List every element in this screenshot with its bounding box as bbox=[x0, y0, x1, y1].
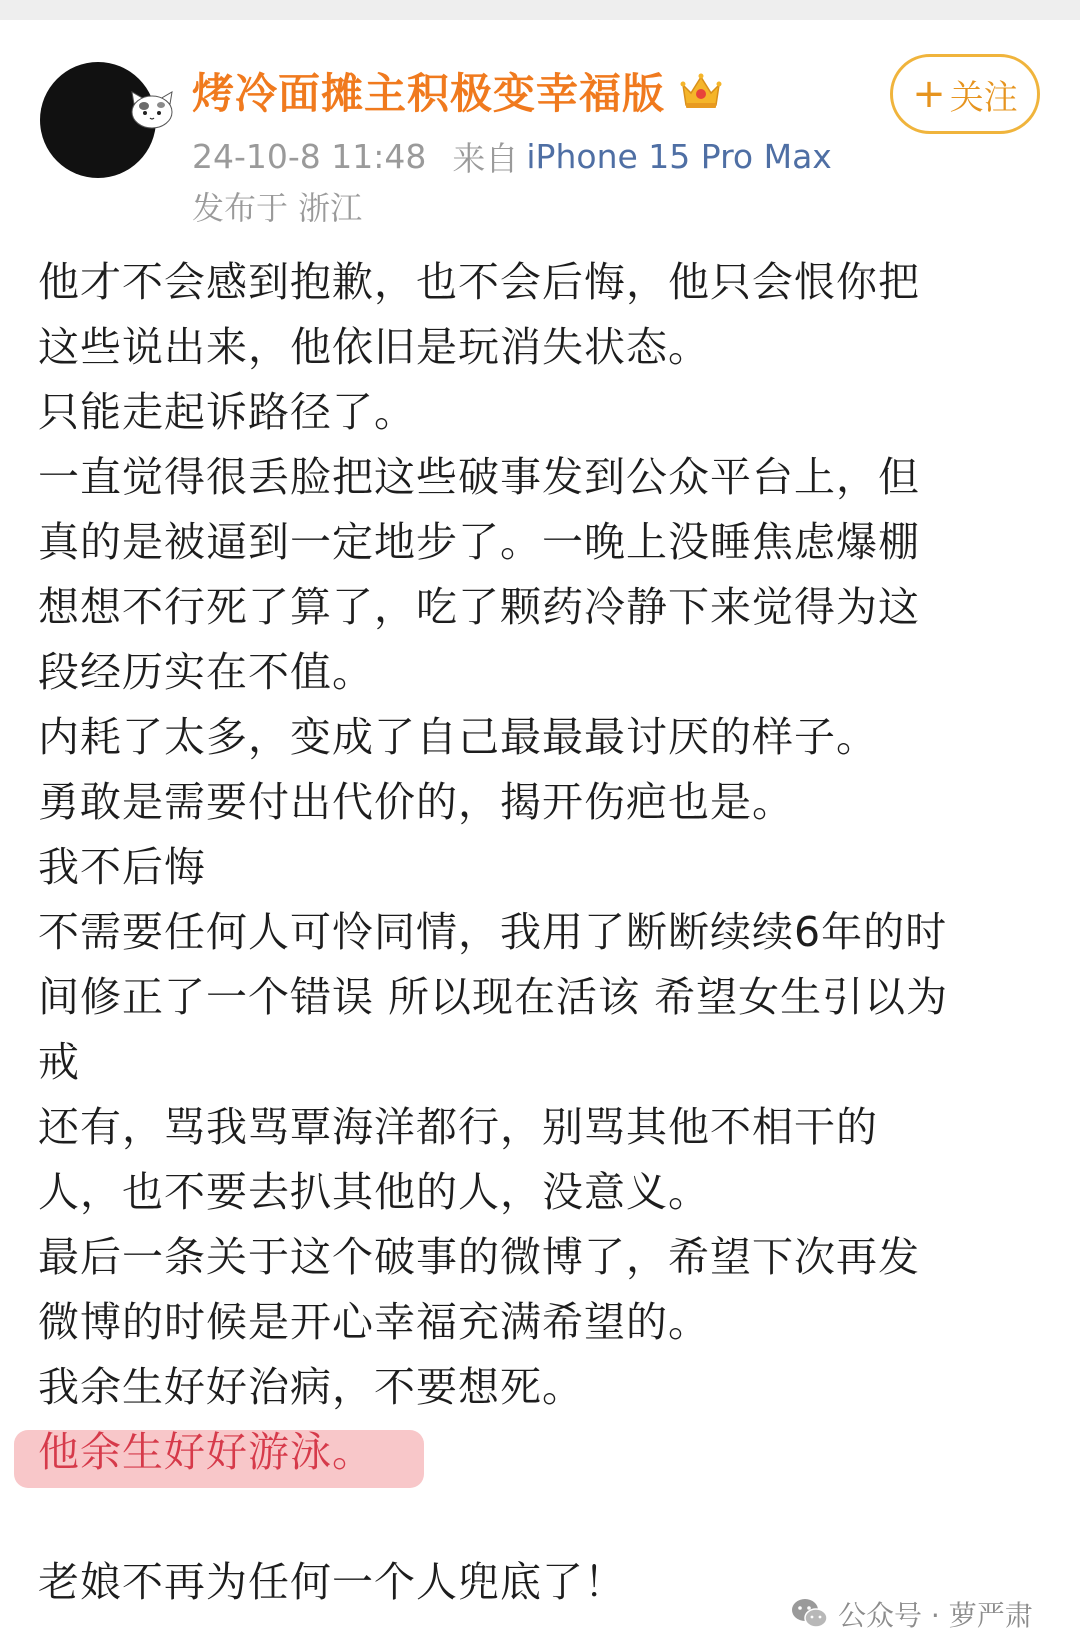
content-line: 只能走起诉路径了。 bbox=[38, 388, 416, 436]
crown-badge-icon bbox=[679, 71, 723, 111]
content-line: 戒 bbox=[38, 1038, 80, 1086]
post-timestamp: 24-10-8 11:48 bbox=[192, 136, 427, 176]
content-line: 我余生好好治病，不要想死。 bbox=[38, 1363, 584, 1411]
post-header bbox=[0, 20, 1080, 240]
follow-button[interactable] bbox=[890, 54, 1040, 134]
highlighted-line bbox=[38, 1420, 374, 1485]
watermark bbox=[790, 1592, 1033, 1636]
content-line: 他才不会感到抱歉，也不会后悔，他只会恨你把 bbox=[38, 258, 920, 306]
content-line: 这些说出来，他依旧是玩消失状态。 bbox=[38, 323, 710, 371]
content-line: 间修正了一个错误 所以现在活该 希望女生引以为 bbox=[38, 973, 949, 1021]
content-line: 内耗了太多，变成了自己最最最讨厌的样子。 bbox=[38, 713, 878, 761]
content-line: 我不后悔 bbox=[38, 843, 206, 891]
final-line: 老娘不再为任何一个人兜底了！ bbox=[38, 1558, 626, 1606]
post-meta bbox=[192, 134, 832, 178]
content-line: 一直觉得很丢脸把这些破事发到公众平台上，但 bbox=[38, 453, 920, 501]
content-line: 还有，骂我骂覃海洋都行，别骂其他不相干的 bbox=[38, 1103, 878, 1151]
wechat-icon bbox=[790, 1597, 830, 1631]
username[interactable]: 烤冷面摊主积极变幸福版 bbox=[192, 69, 666, 118]
watermark-text: 公众号 · 萝严肃 bbox=[838, 1599, 1033, 1632]
content-line: 想想不行死了算了，吃了颗药冷静下来觉得为这 bbox=[38, 583, 920, 631]
content-line: 真的是被逼到一定地步了。一晚上没睡焦虑爆棚 bbox=[38, 518, 920, 566]
post-location: 发布于 浙江 bbox=[192, 189, 363, 227]
blank-line bbox=[38, 1485, 1048, 1550]
plus-icon: + bbox=[912, 71, 946, 117]
username-row bbox=[192, 64, 723, 118]
content-line: 段经历实在不值。 bbox=[38, 648, 374, 696]
source-prefix: 来自 bbox=[452, 138, 519, 178]
content-line: 微博的时候是开心幸福充满希望的。 bbox=[38, 1298, 710, 1346]
content-line: 勇敢是需要付出代价的，揭开伤疤也是。 bbox=[38, 778, 794, 826]
follow-label: 关注 bbox=[949, 77, 1018, 118]
content-line: 不需要任何人可怜同情，我用了断断续续6年的时 bbox=[38, 908, 948, 956]
avatar[interactable] bbox=[40, 62, 156, 178]
cat-avatar-icon bbox=[128, 90, 176, 130]
content-line: 人，也不要去扒其他的人，没意义。 bbox=[38, 1168, 710, 1216]
device-link[interactable]: iPhone 15 Pro Max bbox=[526, 136, 832, 176]
post-content bbox=[38, 250, 1048, 1615]
highlighted-text: 他余生好好游泳。 bbox=[38, 1428, 374, 1476]
content-line: 最后一条关于这个破事的微博了，希望下次再发 bbox=[38, 1233, 920, 1281]
top-strip bbox=[0, 0, 1080, 20]
